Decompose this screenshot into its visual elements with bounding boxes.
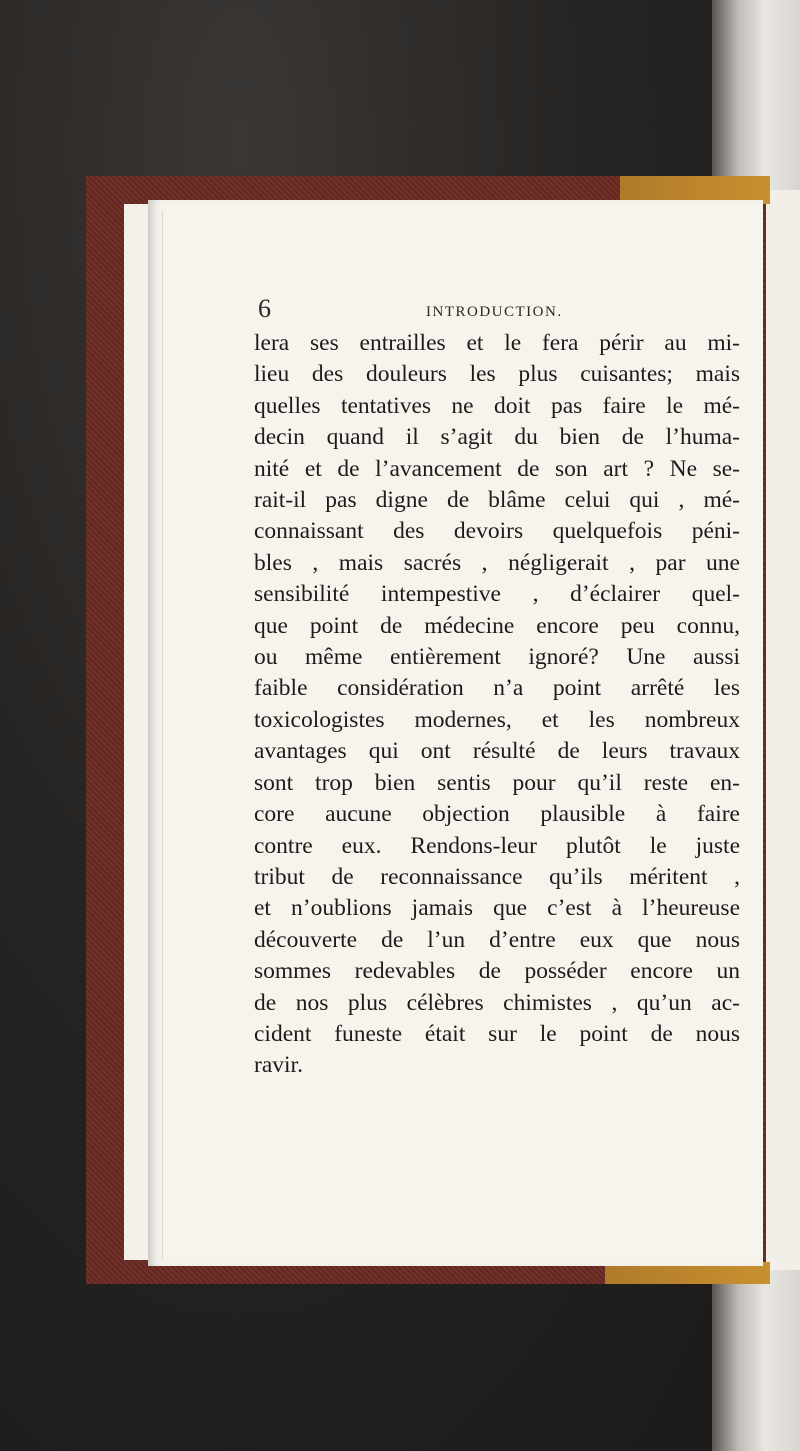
text-line: lieu des douleurs les plus cuisantes; mais <box>254 361 740 388</box>
text-line: nité et de l’avancement de son art ? Ne se- <box>254 455 740 482</box>
text-line: core aucune objection plausible à faire <box>254 801 740 828</box>
text-line: toxicologistes modernes, et les nombreux <box>254 706 740 733</box>
text-line: avantages qui ont résulté de leurs travaux <box>254 738 740 765</box>
page-gutter-line <box>162 210 163 1260</box>
text-line: rait-il pas digne de blâme celui qui , mé- <box>254 487 740 514</box>
text-line: et n’oublions jamais que c’est à l’heureuse <box>254 895 740 922</box>
page-number: 6 <box>258 294 271 323</box>
running-head: INTRODUCTION. <box>426 304 563 320</box>
text-line: bles , mais sacrés , négligerait , par une <box>254 549 740 576</box>
text-line: decin quand il s’agit du bien de l’huma- <box>254 424 740 451</box>
text-line: tribut de reconnaissance qu’ils méritent , <box>254 863 740 890</box>
text-line: connaissant des devoirs quelquefois péni- <box>254 518 740 545</box>
text-line: sensibilité intempestive , d’éclairer quel- <box>254 581 740 608</box>
text-line: quelles tentatives ne doit pas faire le mé- <box>254 392 740 419</box>
text-line: ravir. <box>254 1052 303 1079</box>
text-line: ou même entièrement ignoré? Une aussi <box>254 644 740 671</box>
text-line: cident funeste était sur le point de nous <box>254 1020 740 1047</box>
text-line: découverte de l’un d’entre eux que nous <box>254 926 740 953</box>
body-text <box>254 328 740 1082</box>
page-header <box>258 294 728 330</box>
text-line: faible considération n’a point arrêté les <box>254 675 740 702</box>
text-line: de nos plus célèbres chimistes , qu’un ac- <box>254 989 740 1016</box>
facing-page-edge <box>760 190 800 1270</box>
text-line: sommes redevables de posséder encore un <box>254 958 740 985</box>
text-line: contre eux. Rendons-leur plutôt le juste <box>254 832 740 859</box>
text-line: sont trop bien sentis pour qu’il reste en- <box>254 769 740 796</box>
text-line: lera ses entrailles et le fera périr au mi- <box>254 330 740 356</box>
text-line: que point de médecine encore peu connu, <box>254 612 740 639</box>
